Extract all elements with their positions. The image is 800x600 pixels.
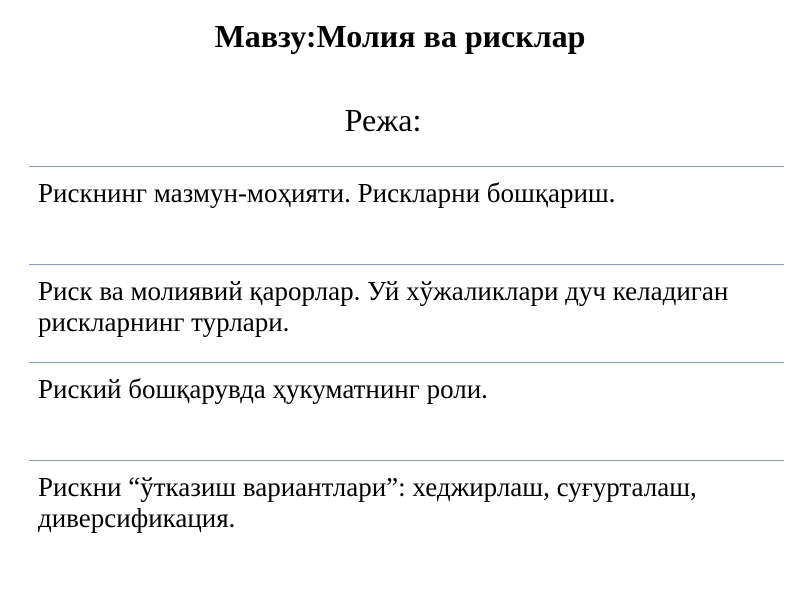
plan-heading: Режа: bbox=[344, 102, 422, 138]
plan-item-text: Рискнинг мазмун-моҳияти. Рискларни бошқариш. bbox=[38, 178, 616, 208]
plan-item-text: Риский бошқарувда ҳукуматнинг роли. bbox=[38, 374, 488, 404]
plan-row bbox=[29, 362, 784, 460]
plan-item-text: Рискни “ўтказиш вариантлари”: хеджирлаш, суғурталаш, диверсификация. bbox=[38, 472, 697, 533]
plan-row bbox=[29, 264, 784, 362]
plan-item-text: Риск ва молиявий қарорлар. Уй хўжаликлари дуч келадиган рискларнинг турлари. bbox=[38, 276, 729, 337]
plan-table bbox=[29, 166, 784, 558]
slide-title: Мавзу:Молия ва рисклар bbox=[214, 18, 586, 54]
plan-row bbox=[29, 460, 784, 558]
plan-row bbox=[29, 166, 784, 264]
